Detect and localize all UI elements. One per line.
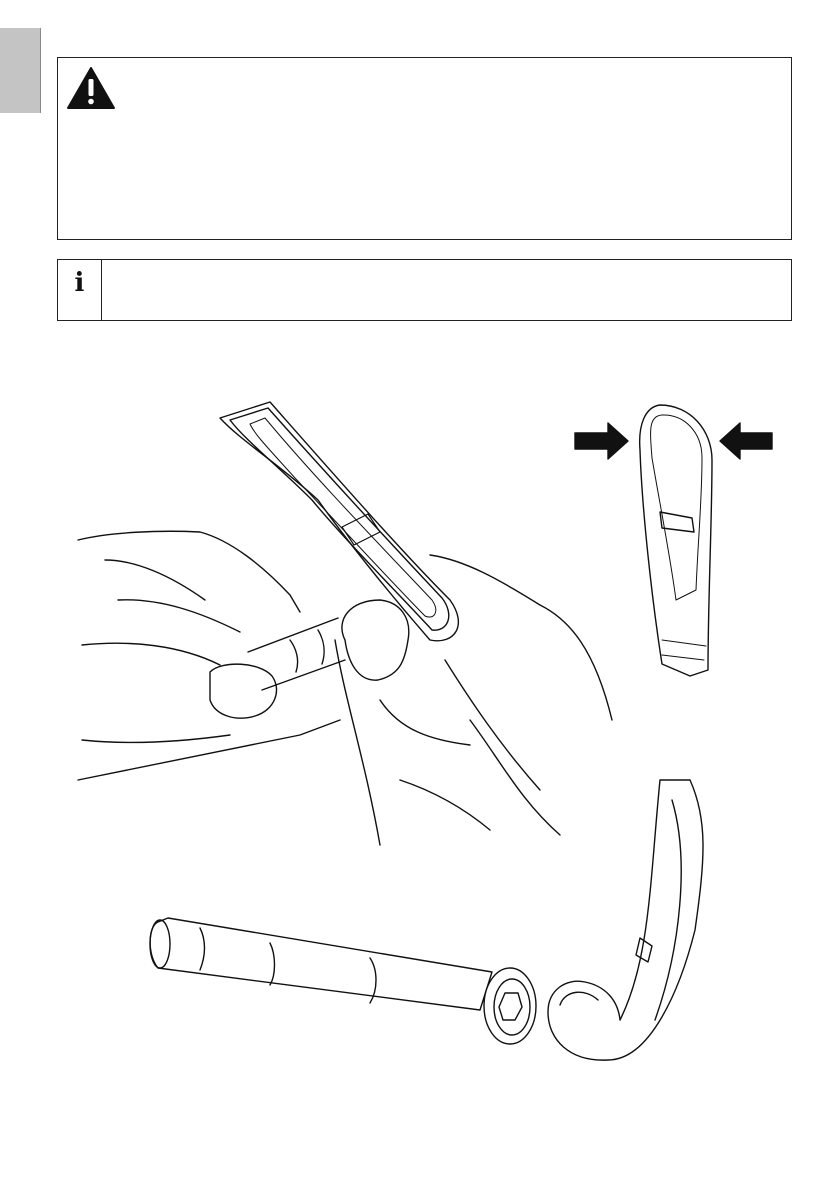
info-icon [58, 260, 102, 320]
arrow-right-icon [575, 423, 628, 459]
axle-and-lever-figure [150, 780, 703, 1060]
warning-box [57, 57, 792, 240]
info-box [57, 259, 792, 321]
hands-holding-lever-figure [78, 402, 612, 845]
info-glyph: i [74, 268, 85, 298]
arrow-left-icon [720, 423, 772, 459]
lever-squeeze-figure [575, 405, 772, 676]
warning-triangle-icon [66, 66, 116, 110]
language-tab [0, 28, 41, 113]
assembly-illustration [0, 330, 839, 1100]
